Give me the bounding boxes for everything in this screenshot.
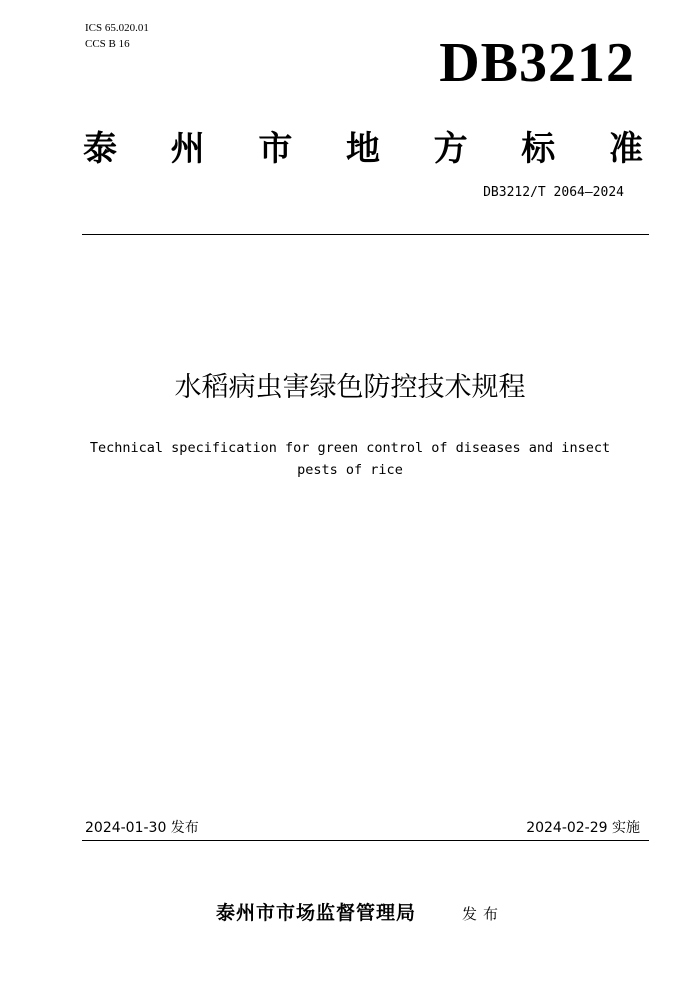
english-title-line: pests of rice bbox=[297, 462, 403, 478]
ics-code: ICS 65.020.01 bbox=[85, 22, 149, 34]
implementation-date: 2024-02-29 实施 bbox=[526, 820, 640, 836]
classification-char: 标 bbox=[521, 129, 556, 169]
bottom-divider bbox=[82, 840, 649, 841]
standard-number: DB3212/T 2064—2024 bbox=[483, 185, 624, 200]
publish-label: 发布 bbox=[462, 905, 505, 923]
classification-char: 泰 bbox=[83, 129, 117, 169]
ccs-code: CCS B 16 bbox=[85, 38, 130, 50]
standard-classification bbox=[83, 128, 643, 170]
classification-char: 方 bbox=[433, 129, 468, 169]
classification-char: 地 bbox=[345, 129, 380, 169]
classification-char: 市 bbox=[258, 129, 293, 169]
english-title-line: Technical specification for green control of diseases and insect bbox=[89, 440, 611, 456]
publisher-name: 泰州市市场监督管理局 bbox=[216, 902, 417, 924]
issue-date: 2024-01-30 发布 bbox=[85, 820, 199, 836]
classification-char: 州 bbox=[170, 129, 205, 169]
top-divider bbox=[82, 234, 649, 235]
document-title-english bbox=[80, 437, 620, 481]
document-title-chinese: 水稻病虫害绿色防控技术规程 bbox=[174, 372, 526, 403]
classification-char: 准 bbox=[608, 129, 643, 169]
standard-code-logo: DB3212 bbox=[439, 32, 635, 94]
